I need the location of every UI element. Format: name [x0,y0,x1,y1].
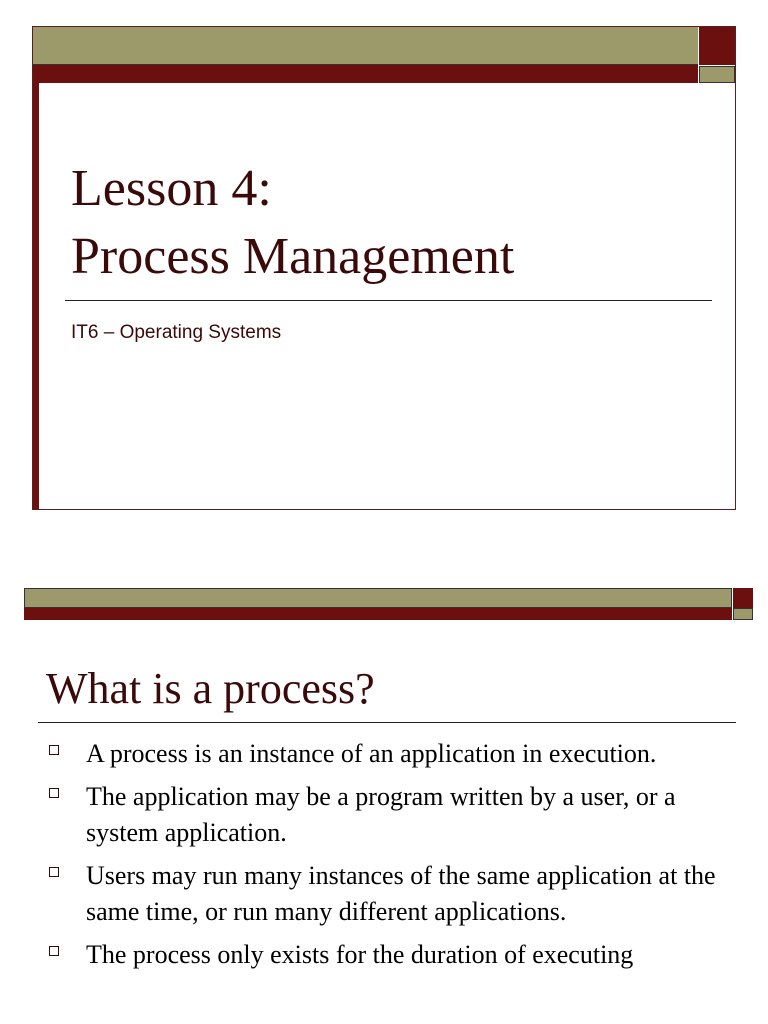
slide-heading: What is a process? [46,664,375,713]
square-bullet-icon [49,788,59,798]
title-divider [65,300,712,301]
slide-subtitle: IT6 – Operating Systems [71,322,282,343]
bullet-text: A process is an instance of an application in execution. [86,739,657,768]
header-olive-bar [33,27,698,65]
bullet-text: Users may run many instances of the same application at the same time, or run many different applications. [86,861,716,926]
slide-title-line-2: Process Management [71,228,515,285]
square-bullet-icon [49,745,59,755]
header-maroon-bar [33,65,698,83]
slide-title-line-1: Lesson 4: [71,160,272,217]
header-maroon-square [699,27,735,65]
bullet-item [46,937,726,973]
title-slide [32,26,736,510]
heading-divider [38,722,736,723]
bullet-item [46,779,726,851]
header-maroon-square [733,588,753,608]
bullet-item [46,736,726,772]
bullet-item [46,858,726,930]
bullet-text: The process only exists for the duration of executing [86,940,634,969]
header-olive-bar [24,588,732,608]
square-bullet-icon [49,867,59,877]
slide-title [71,155,711,291]
header-maroon-bar [24,608,732,620]
bullet-text: The application may be a program written by a user, or a system application. [86,782,676,847]
header-olive-square [699,66,735,83]
left-accent-strip [33,83,39,509]
header-olive-square [733,608,753,620]
bullet-list [46,736,726,980]
square-bullet-icon [49,946,59,956]
